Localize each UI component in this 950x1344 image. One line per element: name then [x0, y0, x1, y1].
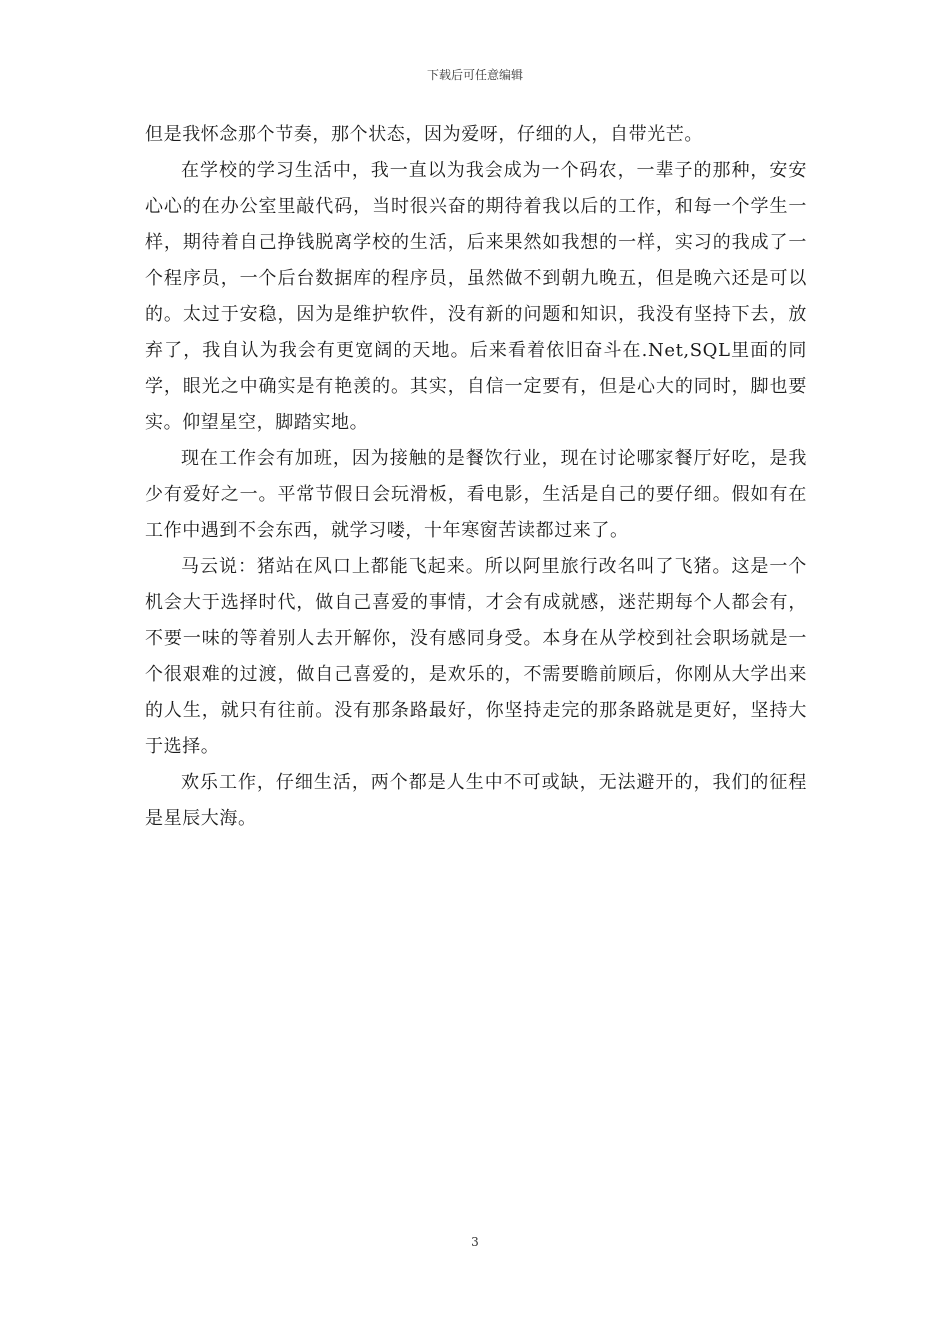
paragraph-current-work: 现在工作会有加班，因为接触的是餐饮行业，现在讨论哪家餐厅好吃，是我少有爱好之一。平常节假日会玩滑板，看电影，生活是自己的要仔细。假如有在工作中遇到不会东西，就学习喽，十年寒窗苦读都过来了。	[145, 448, 807, 541]
paragraph-school-life: 在学校的学习生活中，我一直以为我会成为一个码农，一辈子的那种，安安心心的在办公室里敲代码，当时很兴奋的期待着我以后的工作，和每一个学生一样，期待着自己挣钱脱离学校的生活，后来果然如我想的一样，实习的我成了一个程序员，一个后台数据库的程序员，虽然做不到朝九晚五，但是晚六还是可以的。太过于安稳，因为是维护软件，没有新的问题和知识，我没有坚持下去，放弃了，我自认为我会有更宽阔的天地。后来看着依旧奋斗在.Net,SQL里面的同学，眼光之中确实是有艳羡的。其实，自信一定要有，但是心大的同时，脚也要实。仰望星空，脚踏实地。	[145, 160, 807, 433]
paragraph-continuation: 但是我怀念那个节奏，那个状态，因为爱呀，仔细的人，自带光芒。	[145, 124, 703, 145]
page-number: 3	[471, 1235, 479, 1249]
paragraph-conclusion: 欢乐工作，仔细生活，两个都是人生中不可或缺，无法避开的，我们的征程是星辰大海。	[145, 772, 807, 829]
page-header: 下载后可任意编辑	[426, 68, 523, 82]
paragraph-jack-ma-quote: 马云说：猪站在风口上都能飞起来。所以阿里旅行改名叫了飞猪。这是一个机会大于选择时代，做自己喜爱的事情，才会有成就感，迷茫期每个人都会有，不要一味的等着别人去开解你，没有感同身受。本身在从学校到社会职场就是一个很艰难的过渡，做自己喜爱的，是欢乐的，不需要瞻前顾后，你刚从大学出来的人生，就只有往前。没有那条路最好，你坚持走完的那条路就是更好，坚持大于选择。	[145, 556, 807, 757]
document-body	[145, 117, 807, 837]
